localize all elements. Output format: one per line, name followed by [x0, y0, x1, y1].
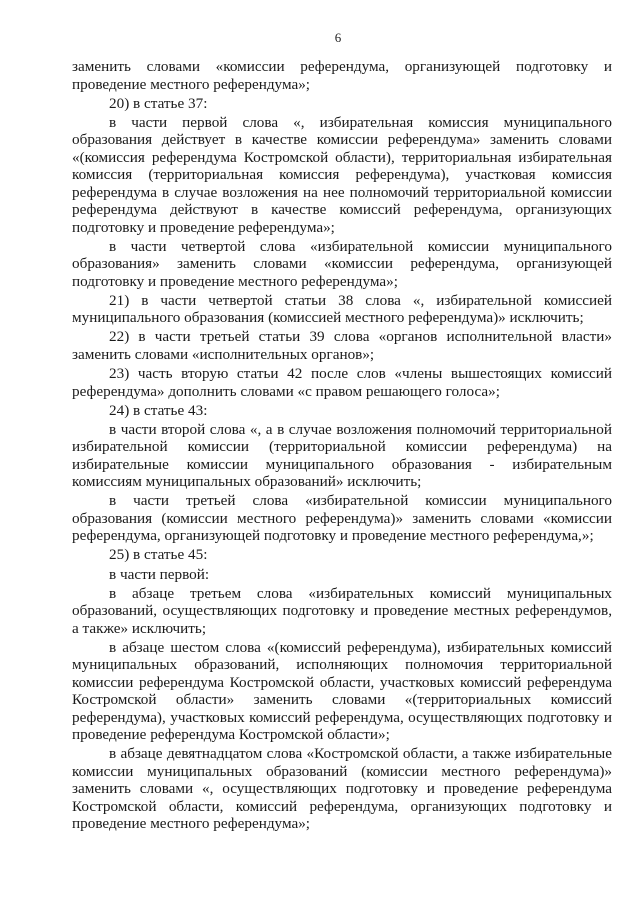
paragraph-item-25: 25) в статье 45: — [109, 546, 208, 564]
paragraph-art43-part2: в части второй слова «, а в случае возложения полномочий территориальной избирательной комиссии (территориальной комиссии референдума) на избирательные комиссии муниципального образования - избирательным комиссиям муниципальных образований» исключить; — [72, 420, 612, 491]
paragraph-continuation: заменить словами «комиссии референдума, организующей подготовку и проведение местного референдума»; — [72, 58, 612, 93]
paragraph-abzac-19: в абзаце девятнадцатом слова «Костромской области, а также избирательные комиссии муниципальных образований (комиссии местного референдума)» заменить словами «, осуществляющих подготовку и проведение референдума Костромской области, комиссий референдума, организующих подготовку и проведение местного референдума»; — [72, 745, 612, 833]
paragraph-art45-part1: в части первой: — [109, 565, 210, 583]
paragraph-item-20: 20) в статье 37: — [109, 94, 208, 112]
page-number: 6 — [334, 30, 342, 45]
paragraph-item-22: 22) в части третьей статьи 39 слова «органов исполнительной власти» заменить словами «исполнительных органов»; — [72, 328, 612, 363]
paragraph-art37-part4: в части четвертой слова «избирательной комиссии муниципального образования» заменить словами «комиссии референдума, организующей подготовку и проведение местного референдума»; — [72, 237, 612, 290]
paragraph-art37-part1: в части первой слова «, избирательная комиссия муниципального образования действует в качестве комиссии референдума» заменить словами «(комиссия референдума Костромской области), территориальная избирательная комиссия (территориальная комиссия референдума), участковая комиссия референдума в случае возложения на нее полномочий территориальной комиссии референдума действуют в качестве комиссий референдума, организующих подготовку и проведение референдума»; — [72, 113, 612, 236]
document-body — [72, 58, 612, 834]
paragraph-item-23: 23) часть вторую статьи 42 после слов «члены вышестоящих комиссий референдума» дополнить словами «с правом решающего голоса»; — [72, 365, 612, 400]
paragraph-item-21: 21) в части четвертой статьи 38 слова «, избирательной комиссией муниципального образования (комиссией местного референдума)» исключить; — [72, 291, 612, 327]
paragraph-abzac-3: в абзаце третьем слова «избирательных комиссий муниципальных образований, осуществляющих подготовку и проведение местных референдумов, а также» исключить; — [72, 584, 612, 637]
paragraph-art43-part3: в части третьей слова «избирательной комиссии муниципального образования (комиссии местного референдума)» заменить словами «комиссии референдума, организующей подготовку и проведение местного референдума,»; — [72, 492, 612, 545]
paragraph-abzac-6: в абзаце шестом слова «(комиссий референдума), избирательных комиссий муниципальных образований, исполняющих полномочия территориальной комиссии референдума Костромской области, участковых комиссий референдума Костромской области» заменить словами «(территориальных комиссий референдума), участковых комиссий референдума, осуществляющих подготовку и проведение референдума Костромской области»; — [72, 638, 612, 744]
paragraph-item-24: 24) в статье 43: — [109, 401, 208, 419]
